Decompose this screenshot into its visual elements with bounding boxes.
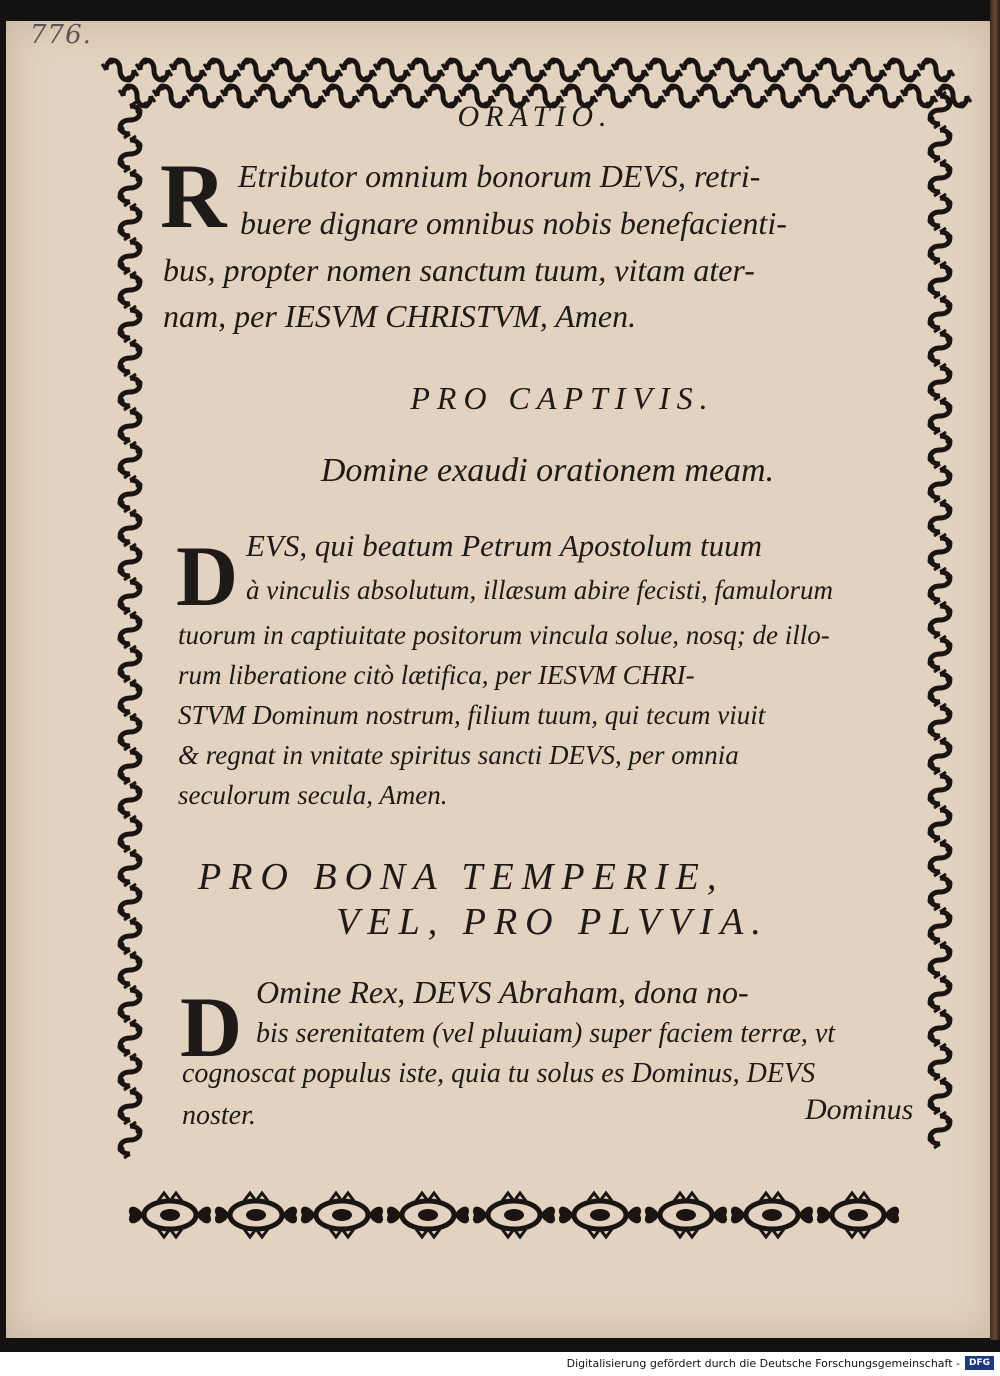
captivis-line-1: EVS, qui beatum Petrum Apostolum tuum — [246, 528, 763, 563]
dropcap-r: R — [160, 145, 227, 247]
captivis-line-3: tuorum in captiuitate positorum vincula solue, nosq; de illo- — [178, 620, 830, 650]
temperie-line-2: bis serenitatem (vel pluuiam) super faciem terræ, vt — [256, 1018, 836, 1049]
temperie-line-4: noster. — [182, 1100, 256, 1131]
heading-vel-pro-pluvia: VEL, PRO PLVVIA. — [336, 901, 769, 943]
heading-pro-captivis: PRO CAPTIVIS. — [410, 380, 715, 416]
versicle-domine-exaudi: Domine exaudi orationem meam. — [320, 452, 775, 489]
dropcap-d-temperie: D — [180, 979, 243, 1075]
captivis-line-6: & regnat in vnitate spiritus sancti DEVS, per omnia — [178, 740, 739, 770]
oratio-line-1: Etributor omnium bonorum DEVS, retri- — [238, 158, 761, 194]
heading-pro-bona-temperie: PRO BONA TEMPERIE, — [198, 856, 725, 898]
digitization-footer — [0, 1352, 1000, 1376]
dropcap-d-captivis: D — [176, 528, 239, 624]
temperie-line-1: Omine Rex, DEVS Abraham, dona no- — [256, 974, 749, 1010]
oratio-line-2: buere dignare omnibus nobis benefacienti- — [240, 205, 787, 241]
dfg-logo: DFG — [965, 1356, 994, 1370]
catchword: Dominus — [805, 1093, 914, 1126]
captivis-line-7: seculorum secula, Amen. — [178, 780, 448, 810]
footer-credit: Digitalisierung gefördert durch die Deutsche Forschungsgemeinschaft - — [566, 1357, 960, 1370]
oratio-line-3: bus, propter nomen sanctum tuum, vitam ater- — [163, 252, 755, 288]
captivis-line-5: STVM Dominum nostrum, filium tuum, qui tecum viuit — [178, 700, 766, 730]
heading-oratio: ORATIO. — [457, 100, 613, 133]
captivis-line-4: rum liberatione citò lætifica, per IESVM CHRI- — [178, 660, 695, 690]
captivis-line-2: à vinculis absolutum, illæsum abire fecisti, famulorum — [246, 575, 833, 605]
temperie-line-3: cognoscat populus iste, quia tu solus es Dominus, DEVS — [182, 1058, 816, 1089]
oratio-line-4: nam, per IESVM CHRISTVM, Amen. — [163, 298, 637, 334]
page-number: 776. — [30, 20, 92, 50]
